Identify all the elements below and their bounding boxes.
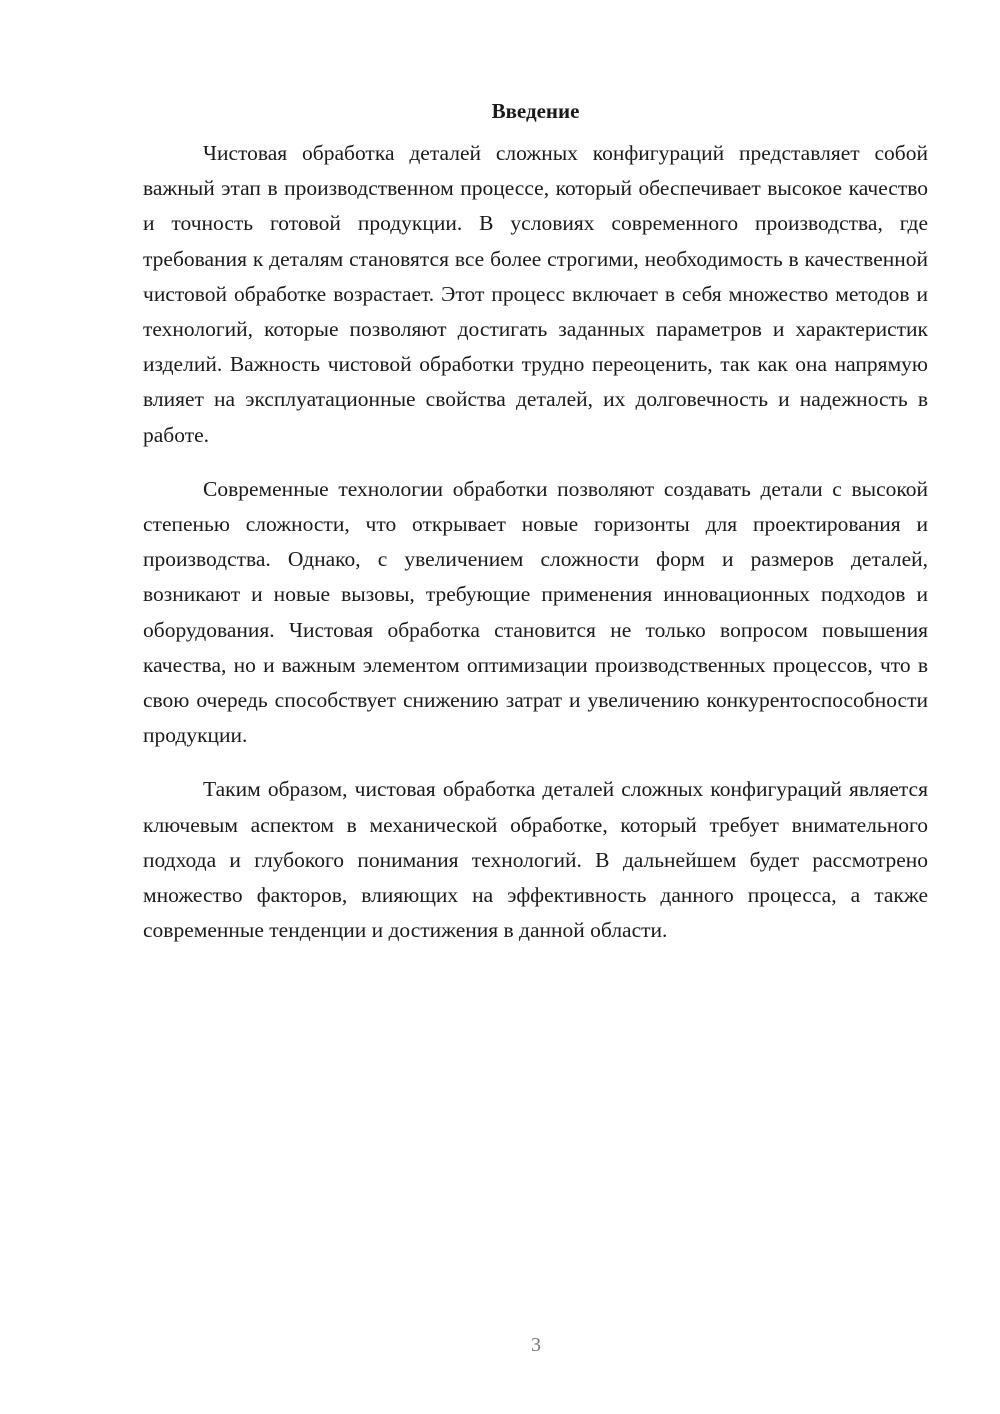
section-title: Введение: [491, 99, 580, 123]
paragraph-1: Чистовая обработка деталей сложных конфигураций представляет собой важный этап в производственном процессе, который обеспечивает высокое качество и точность готовой продукции. В условиях современного производства, где требования к деталям становятся все более строгими, необходимость в качественной чистовой обработке возрастает. Этот процесс включает в себя множество методов и технологий, которые позволяют достигать заданных параметров и характеристик изделий. Важность чистовой обработки трудно переоценить, так как она напрямую влияет на эксплуатационные свойства деталей, их долговечность и надежность в работе.: [143, 141, 928, 447]
paragraph-3: Таким образом, чистовая обработка деталей сложных конфигураций является ключевым аспектом в механической обработке, который требует внимательного подхода и глубокого понимания технологий. В дальнейшем будет рассмотрено множество факторов, влияющих на эффективность данного процесса, а также современные тенденции и достижения в данной области.: [143, 777, 928, 943]
page-number: 3: [531, 1334, 541, 1356]
paragraph-2: Современные технологии обработки позволяют создавать детали с высокой степенью сложности, что открывает новые горизонты для проектирования и производства. Однако, с увеличением сложности форм и размеров деталей, возникают и новые вызовы, требующие применения инновационных подходов и оборудования. Чистовая обработка становится не только вопросом повышения качества, но и важным элементом оптимизации производственных процессов, что в свою очередь способствует снижению затрат и увеличению конкурентоспособности продукции.: [143, 476, 928, 748]
page-content: [143, 96, 928, 967]
